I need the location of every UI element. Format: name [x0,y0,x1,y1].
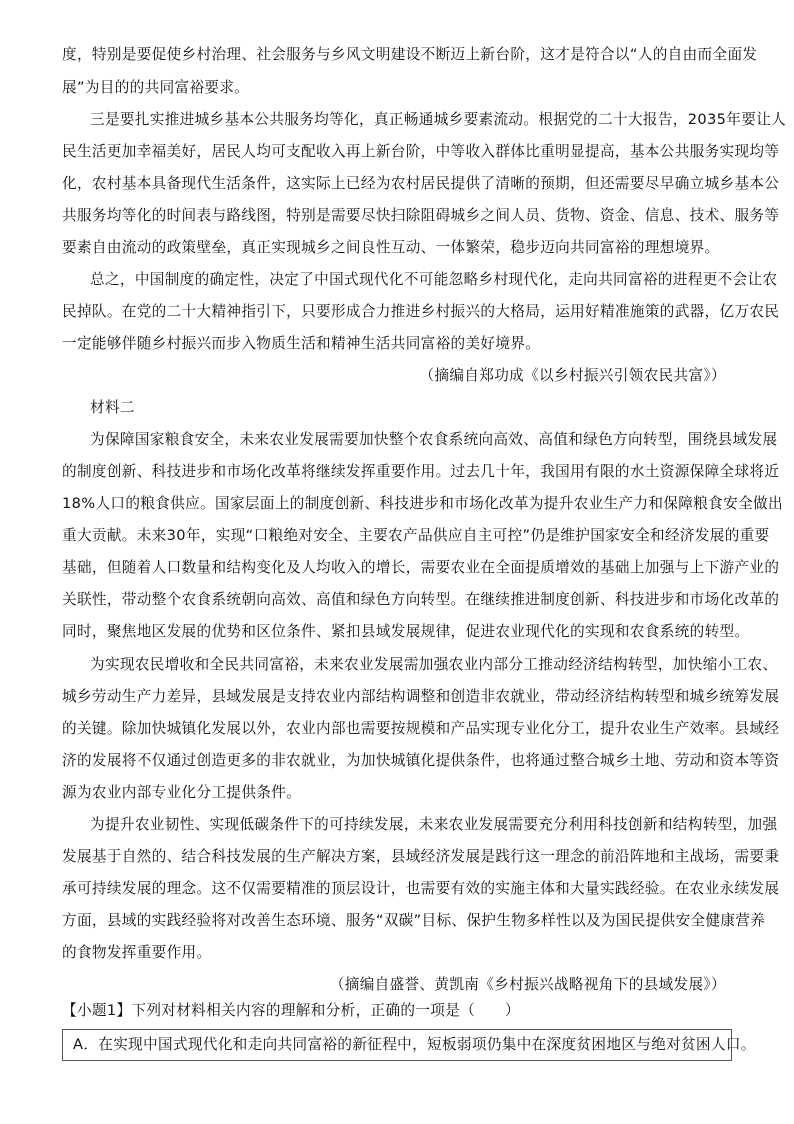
text-line: 关联性，带动整个农食系统朝向高效、高值和绿色方向转型。在继续推进制度创新、科技进步和市场化改革的 [62,591,780,608]
text-line: 一定能够伴随乡村振兴而步入物质生活和精神生活共同富裕的美好境界。 [62,335,541,352]
text-line: 发展基于自然的、结合科技发展的生产解决方案，县域经济发展是践行这一理念的前沿阵地和主战场，需要秉 [62,848,780,865]
text-line: 民掉队。在党的二十大精神指引下，只要形成合力推进乡村振兴的大格局，运用好精准施策的武器，亿万农民 [62,303,780,320]
paragraph-start: 总之，中国制度的确定性，决定了中国式现代化不可能忽略乡村现代化，走向共同富裕的进程更不会让农 [90,271,778,288]
text-line: 共服务均等化的时间表与路线图，特别是需要尽快扫除阻碍城乡之间人员、货物、资金、信息、技术、服务等 [62,207,780,224]
text-line: 重大贡献。未来30年，实现“口粮绝对安全、主要农产品供应自主可控”仍是维护国家安全和经济发展的重要 [62,527,770,544]
text-line: 度，特别是要促使乡村治理、社会服务与乡风文明建设不断迈上新台阶，这才是符合以“人的自由而全面发 [62,46,758,63]
text-line: 化，农村基本具备现代生活条件，这实际上已经为农村居民提供了清晰的预期，但还需要尽早确立城乡基本公 [62,175,780,192]
text-line: 源为农业内部专业化分工提供条件。 [62,784,302,801]
text-line: 展”为目的的共同富裕要求。 [62,79,250,96]
text-line: 济的发展将不仅通过创造更多的非农就业，为加快城镇化提供条件，也将通过整合城乡土地、劳动和资本等资 [62,752,780,769]
text-line: 同时，聚焦地区发展的优势和区位条件、紧扣县域发展规律，促进农业现代化的实现和农食系统的转型。 [62,623,750,640]
source-citation: （摘编自盛誉、黄凯南《乡村振兴战略视角下的县域发展》） [329,976,726,993]
paragraph-start: 为提升农业韧性、实现低碳条件下的可持续发展，未来农业发展需要充分利用科技创新和结构转型，加强 [90,816,778,833]
text-line: 要素自由流动的政策壁垒，真正实现城乡之间良性互动、一体繁荣，稳步迈向共同富裕的理想境界。 [62,239,720,256]
question-stem: 【小题1】下列对材料相关内容的理解和分析，正确的一项是（ ） [62,1002,520,1019]
paragraph-start: 为保障国家粮食安全，未来农业发展需要加快整个农食系统向高效、高值和绿色方向转型，围绕县域发展 [90,431,778,448]
text-line: 的食物发挥重要作用。 [62,944,212,961]
text-line: 的关键。除加快城镇化发展以外，农业内部也需要按规模和产品实现专业化分工，提升农业生产效率。县域经 [62,720,780,737]
text-line: 的制度创新、科技进步和市场化改革将继续发挥重要作用。过去几十年，我国用有限的水土资源保障全球将近 [62,463,780,480]
text-line: 城乡劳动生产力差异，县域发展是支持农业内部结构调整和创造非农就业，带动经济结构转型和城乡统筹发展 [62,688,780,705]
source-citation: （摘编自郑功成《以乡村振兴引领农民共富》） [419,367,726,384]
text-line: 基础，但随着人口数量和结构变化及人均收入的增长，需要农业在全面提质增效的基础上加强与上下游产业的 [62,559,780,576]
text-line: 方面，县域的实践经验将对改善生态环境、服务“双碳”目标、保护生物多样性以及为国民提供安全健康营养 [62,912,766,929]
paragraph-start: 为实现农民增收和全民共同富裕，未来农业发展需加强农业内部分工推动经济结构转型，加快缩小工农、 [90,656,778,673]
option-a-box[interactable] [62,1029,756,1061]
option-a-text[interactable]: A．在实现中国式现代化和走向共同富裕的新征程中，短板弱项仍集中在深度贫困地区与绝对贫困人口。 [73,1036,756,1053]
text-line: 民生活更加幸福美好，居民人均可支配收入再上新台阶，中等收入群体比重明显提高，基本公共服务实现均等 [62,143,780,160]
text-line: 承可持续发展的理念。这不仅需要精准的顶层设计，也需要有效的实施主体和大量实践经验。在农业永续发展 [62,880,780,897]
section-heading: 材料二 [90,399,135,416]
paragraph-start: 三是要扎实推进城乡基本公共服务均等化，真正畅通城乡要素流动。根据党的二十大报告，2035年要让人 [90,111,787,128]
text-line: 18%人口的粮食供应。国家层面上的制度创新、科技进步和市场化改革为提升农业生产力和保障粮食安全做出 [62,495,783,512]
